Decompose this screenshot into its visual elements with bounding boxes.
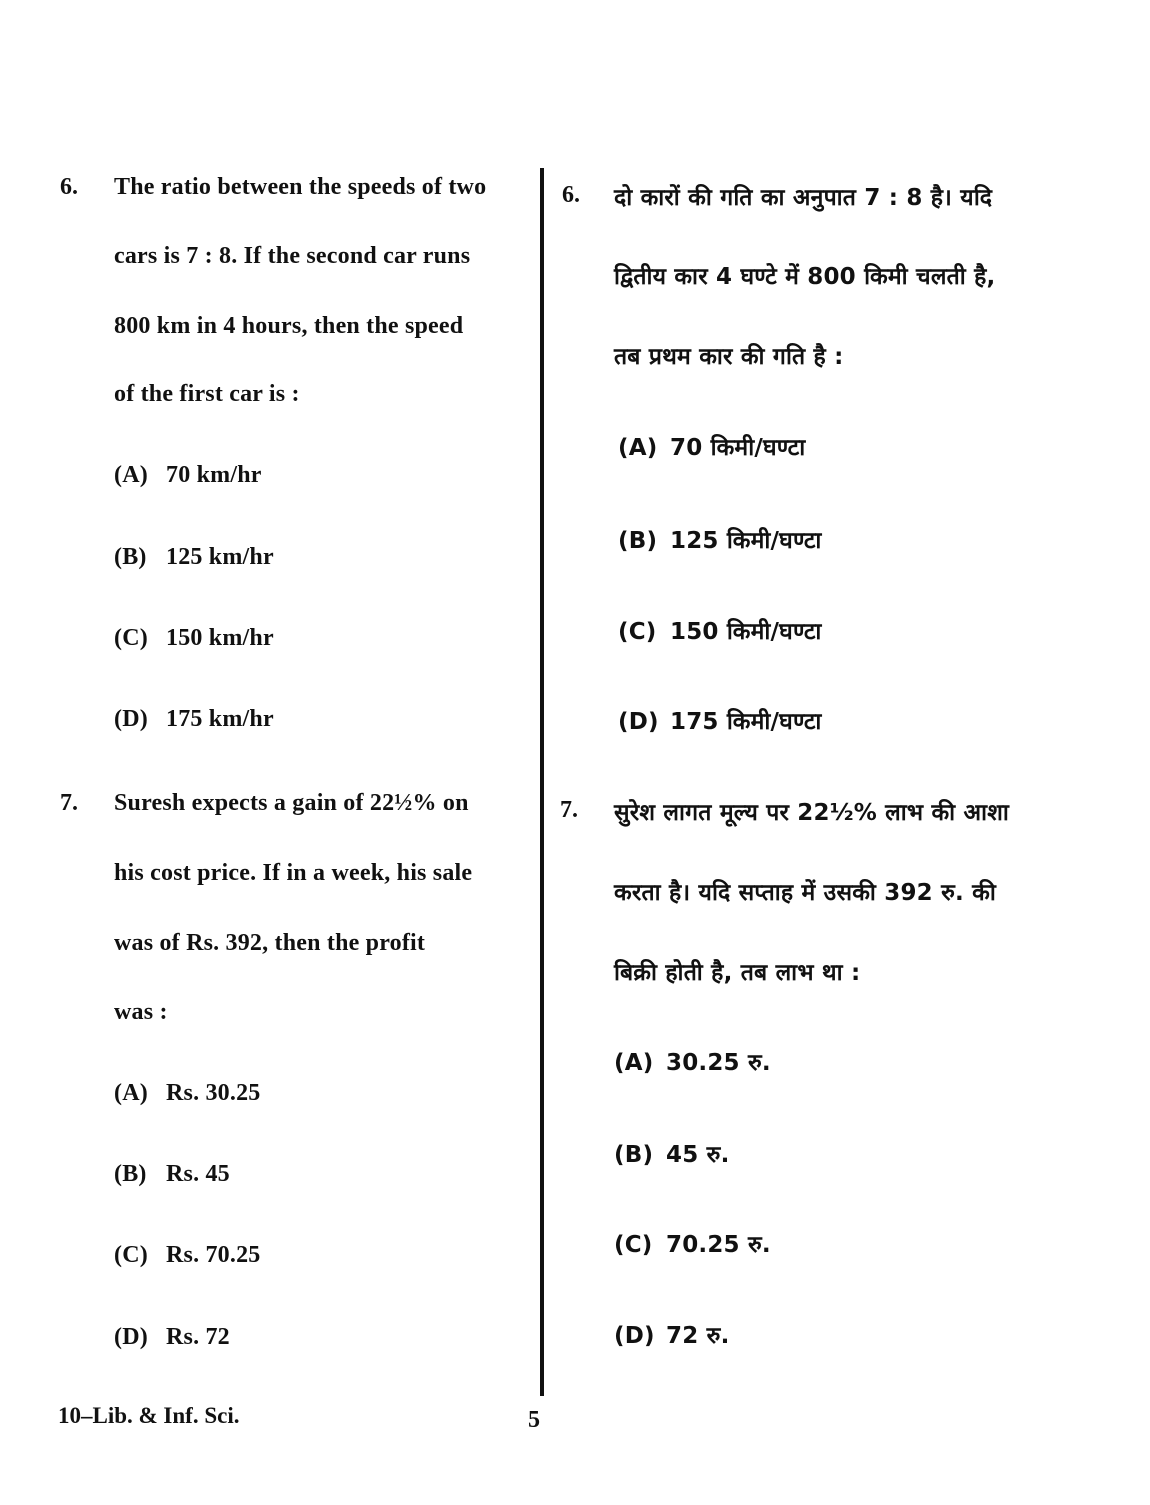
option-text: 125 km/hr xyxy=(166,544,274,570)
option-text: Rs. 30.25 xyxy=(166,1080,261,1106)
option xyxy=(614,1137,730,1169)
question-text-line: of the first car is : xyxy=(114,381,300,407)
option xyxy=(114,462,262,489)
option xyxy=(114,1161,230,1188)
option-label: (B) xyxy=(614,1142,654,1168)
option xyxy=(114,1242,260,1269)
option xyxy=(114,1324,230,1351)
option-text: 70 किमी/घण्टा xyxy=(670,435,806,461)
option-text: 45 रु. xyxy=(666,1142,730,1168)
question-text-line: द्वितीय कार 4 घण्टे में 800 किमी चलती है, xyxy=(614,264,996,290)
question-number: 7. xyxy=(560,797,578,823)
option xyxy=(618,430,805,462)
question-text-line: cars is 7 : 8. If the second car runs xyxy=(114,243,471,269)
option xyxy=(614,1227,771,1259)
option xyxy=(614,1318,730,1350)
option xyxy=(114,544,274,571)
option-text: 72 रु. xyxy=(666,1323,730,1349)
option-label: (D) xyxy=(618,709,659,735)
question-text-line: was : xyxy=(114,999,168,1025)
option xyxy=(114,625,274,652)
option-label: (A) xyxy=(114,462,148,488)
question-number: 6. xyxy=(60,174,78,200)
option-label: (D) xyxy=(114,1324,148,1350)
option-text: 70.25 रु. xyxy=(666,1232,771,1258)
option xyxy=(618,614,822,646)
option-label: (B) xyxy=(114,1161,147,1187)
option xyxy=(114,706,274,733)
option-label: (C) xyxy=(114,625,148,651)
question-text-line: 800 km in 4 hours, then the speed xyxy=(114,313,464,339)
question-text-line: बिक्री होती है, तब लाभ था : xyxy=(614,960,861,986)
option-label: (C) xyxy=(614,1232,653,1258)
option-text: 175 km/hr xyxy=(166,706,274,732)
column-divider xyxy=(540,168,544,1396)
question-number: 6. xyxy=(562,182,580,208)
option-text: Rs. 45 xyxy=(166,1161,230,1187)
option-label: (D) xyxy=(114,706,148,732)
question-text-line: was of Rs. 392, then the profit xyxy=(114,930,426,956)
option-label: (C) xyxy=(618,619,657,645)
option xyxy=(618,704,822,736)
question-text-line: his cost price. If in a week, his sale xyxy=(114,860,473,886)
option-label: (A) xyxy=(614,1050,654,1076)
option-text: 30.25 रु. xyxy=(666,1050,771,1076)
question-number: 7. xyxy=(60,790,78,816)
option xyxy=(618,523,822,555)
question-text-line: Suresh expects a gain of 22½% on xyxy=(114,790,469,816)
option-text: 150 किमी/घण्टा xyxy=(670,619,822,645)
option-label: (B) xyxy=(618,528,658,554)
option-label: (A) xyxy=(114,1080,148,1106)
question-text-line: करता है। यदि सप्ताह में उसकी 392 रु. की xyxy=(614,880,996,906)
option xyxy=(114,1080,260,1107)
question-text-line: The ratio between the speeds of two xyxy=(114,174,487,200)
paper-code: 10–Lib. & Inf. Sci. xyxy=(58,1403,240,1428)
option xyxy=(614,1045,771,1077)
page-number: 5 xyxy=(528,1407,540,1433)
option-text: 70 km/hr xyxy=(166,462,262,488)
option-label: (B) xyxy=(114,544,147,570)
option-text: Rs. 72 xyxy=(166,1324,230,1350)
option-text: Rs. 70.25 xyxy=(166,1242,261,1268)
question-text-line: सुरेश लागत मूल्य पर 22½% लाभ की आशा xyxy=(614,800,1010,826)
option-text: 150 km/hr xyxy=(166,625,274,651)
option-label: (C) xyxy=(114,1242,148,1268)
option-label: (A) xyxy=(618,435,658,461)
option-text: 175 किमी/घण्टा xyxy=(670,709,822,735)
option-text: 125 किमी/घण्टा xyxy=(670,528,822,554)
question-text-line: दो कारों की गति का अनुपात 7 : 8 है। यदि xyxy=(614,185,993,211)
option-label: (D) xyxy=(614,1323,655,1349)
question-text-line: तब प्रथम कार की गति है : xyxy=(614,344,844,370)
